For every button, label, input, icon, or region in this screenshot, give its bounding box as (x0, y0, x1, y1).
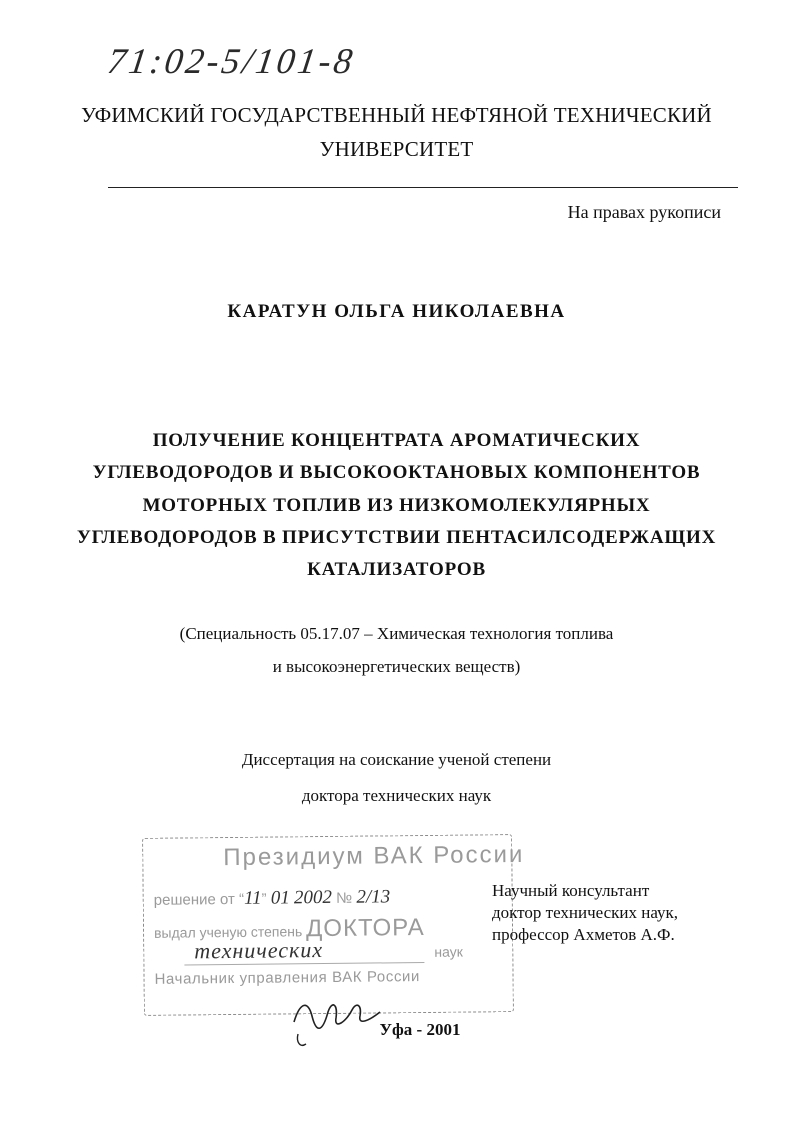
specialty-line1: (Специальность 05.17.07 – Химическая технология топлива (179, 624, 614, 643)
consultant-name: профессор Ахметов А.Ф. (492, 925, 675, 944)
rights-note: На правах рукописи (567, 202, 721, 222)
degree-line1: Диссертация на соискание ученой степени (241, 750, 552, 769)
stamp-title: Президиум ВАК России (223, 840, 525, 872)
consultant-role: Научный консультант (492, 881, 650, 900)
stamp-field-value: технических (194, 937, 324, 964)
header-divider (108, 187, 738, 188)
consultant-degree: доктор технических наук, (492, 903, 679, 922)
degree-line2: доктора технических наук (301, 786, 492, 805)
university-name-line1: УФИМСКИЙ ГОСУДАРСТВЕННЫЙ НЕФТЯНОЙ ТЕХНИЧЕСКИЙ (81, 103, 712, 127)
stamp-date-day: 11 (243, 887, 262, 909)
stamp-date-month: 01 (270, 887, 290, 909)
stamp-number-value: 2/13 (356, 886, 391, 908)
title-line: УГЛЕВОДОРОДОВ И ВЫСОКООКТАНОВЫХ КОМПОНЕНТОВ (92, 462, 701, 483)
place-year: Уфа - 2001 (379, 1020, 461, 1039)
stamp-number-label: № (336, 889, 353, 907)
stamp-degree-value: ДОКТОРА (305, 913, 425, 943)
stamp-field-line (154, 937, 494, 964)
university-name-line2: УНИВЕРСИТЕТ (319, 137, 474, 161)
scientific-consultant (492, 880, 678, 946)
specialty-line2: и высокоэнергетических веществ) (272, 657, 521, 676)
title-line: КАТАЛИЗАТОРОВ (307, 559, 486, 580)
title-line: МОТОРНЫХ ТОПЛИВ ИЗ НИЗКОМОЛЕКУЛЯРНЫХ (142, 495, 651, 516)
title-line: ПОЛУЧЕНИЕ КОНЦЕНТРАТА АРОМАТИЧЕСКИХ (152, 430, 641, 451)
stamp-decision-line: решение от “11” 01 2002 № 2/13 (153, 886, 391, 909)
stamp-decision-prefix: решение от (153, 890, 235, 909)
stamp-date-year: 2002 (293, 886, 333, 909)
stamp-field-suffix: наук (434, 943, 463, 960)
signature-scribble (286, 982, 386, 1052)
title-line: УГЛЕВОДОРОДОВ В ПРИСУТСТВИИ ПЕНТАСИЛСОДЕРЖАЩИХ (76, 527, 717, 548)
stamp-chief: Начальник управления ВАК России (154, 968, 421, 988)
stamp-degree-prefix: выдал ученую степень (153, 923, 303, 941)
archive-code: 71:02-5/101-8 (105, 41, 358, 81)
author-name: КАРАТУН ОЛЬГА НИКОЛАЕВНА (227, 301, 566, 322)
